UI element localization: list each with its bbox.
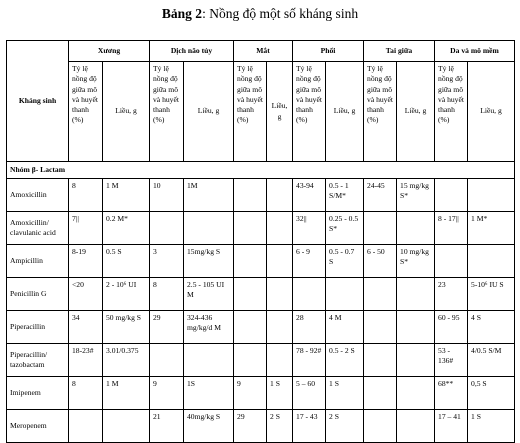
table-cell (468, 179, 515, 212)
table-cell (397, 311, 435, 344)
table-cell: 0.5 S (103, 245, 150, 278)
table-cell: 0.5 - 1 S/M* (326, 179, 364, 212)
table-cell: 3.01/0.375 (103, 344, 150, 377)
table-cell (364, 278, 397, 311)
table-cell (184, 212, 234, 245)
table-cell: 8 (150, 278, 184, 311)
table-cell: 1M (184, 179, 234, 212)
header-antibiotic: Kháng sinh (7, 41, 69, 162)
table-title (0, 6, 520, 22)
table-cell: 8 (69, 377, 103, 410)
header-csf-dose: Liều, g (184, 62, 234, 162)
table-cell: 9 (150, 377, 184, 410)
table-row (7, 179, 515, 212)
table-cell (364, 377, 397, 410)
table-cell: 24-45 (364, 179, 397, 212)
section-beta-lactam: Nhóm β- Lactam (7, 162, 515, 179)
table-cell: 4/0.5 S/M (468, 344, 515, 377)
header-eye-dose: Liều, g (267, 62, 293, 162)
table-cell: 1S (184, 377, 234, 410)
table-cell: 9 (234, 377, 267, 410)
table-cell: 8 - 17|| (435, 212, 468, 245)
table-cell (69, 410, 103, 443)
table-cell (103, 410, 150, 443)
table-cell (267, 344, 293, 377)
table-cell: 10 (150, 179, 184, 212)
table-row (7, 212, 515, 245)
antibiotic-name: Piperacillin (7, 311, 69, 344)
table-cell (234, 179, 267, 212)
table-cell (397, 410, 435, 443)
table-cell: 2 S (267, 410, 293, 443)
header-skin-soft-tissue: Da và mô mềm (435, 41, 515, 62)
table-cell: 7|| (69, 212, 103, 245)
table-cell: 2.5 - 105 UI M (184, 278, 234, 311)
table-cell (397, 212, 435, 245)
header-csf: Dịch não tủy (150, 41, 234, 62)
table-row (7, 344, 515, 377)
table-cell (435, 245, 468, 278)
table-cell (267, 245, 293, 278)
table-cell (150, 344, 184, 377)
table-cell: 1 M (103, 377, 150, 410)
header-eye-ratio: Tỷ lệ nồng độ giữa mô và huyết thanh (%) (234, 62, 267, 162)
table-cell: 1 M (103, 179, 150, 212)
table-cell (364, 311, 397, 344)
table-cell (234, 212, 267, 245)
table-cell: 1 M* (468, 212, 515, 245)
table-cell: 18-23# (69, 344, 103, 377)
antibiotic-concentration-table (6, 40, 515, 443)
table-cell (234, 278, 267, 311)
table-cell: 324-436 mg/kg/d M (184, 311, 234, 344)
header-lung-dose: Liều, g (326, 62, 364, 162)
antibiotic-name: Penicillin G (7, 278, 69, 311)
table-row (7, 377, 515, 410)
header-lung-ratio: Tỷ lệ nồng độ giữa mô và huyết thanh (%) (293, 62, 326, 162)
header-ear-ratio: Tỷ lệ nồng độ giữa mô và huyết thanh (%) (364, 62, 397, 162)
header-bone: Xương (69, 41, 150, 62)
table-cell (234, 344, 267, 377)
table-caption: : Nồng độ một số kháng sinh (202, 6, 359, 21)
table-cell (397, 344, 435, 377)
table-cell: 0.25 - 0.5 S* (326, 212, 364, 245)
table-cell: 0.2 M* (103, 212, 150, 245)
table-cell: 68** (435, 377, 468, 410)
header-lung: Phổi (293, 41, 364, 62)
table-cell (435, 179, 468, 212)
header-middle-ear: Tai giữa (364, 41, 435, 62)
table-cell: 29 (150, 311, 184, 344)
table-cell (293, 278, 326, 311)
table-cell: 1 S (468, 410, 515, 443)
table-cell (234, 311, 267, 344)
table-cell (364, 212, 397, 245)
table-cell: 6 - 9 (293, 245, 326, 278)
table-cell: 10 mg/kg S* (397, 245, 435, 278)
table-cell: 78 - 92# (293, 344, 326, 377)
table-cell: 23 (435, 278, 468, 311)
table-cell (364, 344, 397, 377)
table-cell: 60 - 95 (435, 311, 468, 344)
table-cell: 4 M (326, 311, 364, 344)
table-row (7, 278, 515, 311)
table-cell (397, 278, 435, 311)
table-cell: 0,5 S (468, 377, 515, 410)
table-cell: 15 mg/kg S* (397, 179, 435, 212)
antibiotic-name: Piperacillin/ tazobactam (7, 344, 69, 377)
table-cell: 3 (150, 245, 184, 278)
table-cell: 2 S (326, 410, 364, 443)
table-cell: 17 – 41 (435, 410, 468, 443)
header-eye: Mắt (234, 41, 293, 62)
antibiotic-name: Ampicillin (7, 245, 69, 278)
table-cell (184, 344, 234, 377)
table-cell: 53 - 136# (435, 344, 468, 377)
table-row (7, 245, 515, 278)
table-row (7, 410, 515, 443)
table-cell: 17 - 43 (293, 410, 326, 443)
table-cell: 6 - 50 (364, 245, 397, 278)
table-cell (364, 410, 397, 443)
table-cell: 2 - 10⁶ UI (103, 278, 150, 311)
table-cell (267, 311, 293, 344)
antibiotic-name: Amoxicillin/ clavulanic acid (7, 212, 69, 245)
table-cell: 29 (234, 410, 267, 443)
table-cell: 32|| (293, 212, 326, 245)
table-cell: 8 (69, 179, 103, 212)
table-cell (234, 245, 267, 278)
table-cell: 0.5 - 0.7 S (326, 245, 364, 278)
header-ear-dose: Liều, g (397, 62, 435, 162)
table-cell: 1 S (267, 377, 293, 410)
antibiotic-name: Imipenem (7, 377, 69, 410)
table-cell: 0.5 - 2 S (326, 344, 364, 377)
header-skin-dose: Liều, g (468, 62, 515, 162)
table-cell (267, 179, 293, 212)
table-cell: 5-10⁶ IU S (468, 278, 515, 311)
table-row (7, 311, 515, 344)
table-cell: 50 mg/kg S (103, 311, 150, 344)
antibiotic-name: Meropenem (7, 410, 69, 443)
table-cell: 21 (150, 410, 184, 443)
header-bone-ratio: Tỷ lệ nồng độ giữa mô và huyết thanh (%) (69, 62, 103, 162)
table-cell (267, 212, 293, 245)
table-number: Bảng 2 (161, 6, 203, 21)
table-cell: 1 S (326, 377, 364, 410)
header-bone-dose: Liều, g (103, 62, 150, 162)
header-csf-ratio: Tỷ lệ nồng độ giữa mô và huyết thanh (%) (150, 62, 184, 162)
table-cell (150, 212, 184, 245)
antibiotic-name: Amoxicillin (7, 179, 69, 212)
header-skin-ratio: Tỷ lệ nồng độ giữa mô và huyết thanh (%) (435, 62, 468, 162)
table-cell: 40mg/kg S (184, 410, 234, 443)
table-cell: 15mg/kg S (184, 245, 234, 278)
table-cell (468, 245, 515, 278)
table-cell (397, 377, 435, 410)
table-cell: 8-19 (69, 245, 103, 278)
table-cell: 5 – 60 (293, 377, 326, 410)
table-cell (267, 278, 293, 311)
table-cell: 28 (293, 311, 326, 344)
table-cell: 4 S (468, 311, 515, 344)
table-cell (326, 278, 364, 311)
table-cell: 34 (69, 311, 103, 344)
table-cell: 43-94 (293, 179, 326, 212)
table-cell: <20 (69, 278, 103, 311)
